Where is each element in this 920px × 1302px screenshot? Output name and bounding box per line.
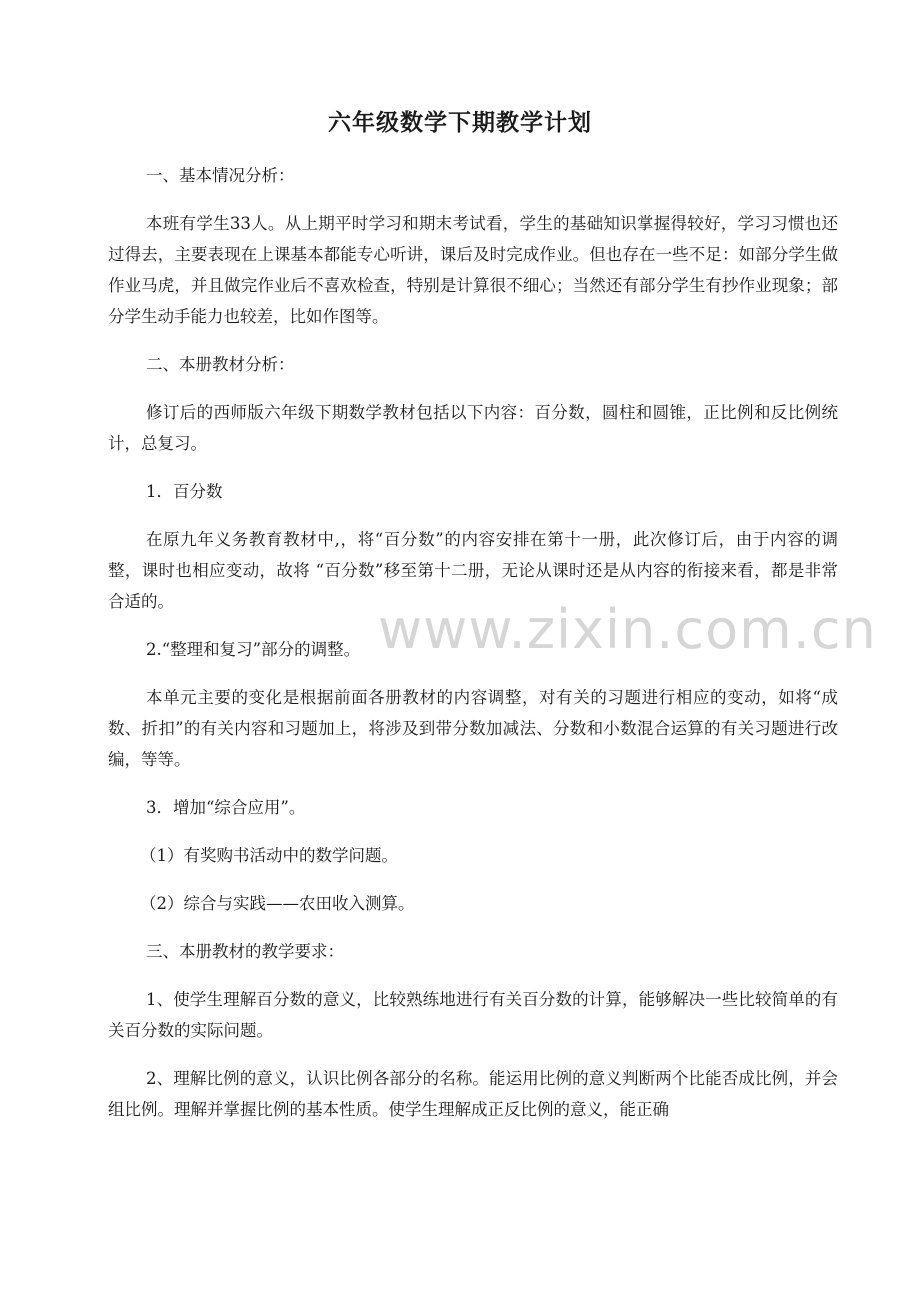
item-heading-comprehensive-application: 3．增加“综合应用”。 — [146, 798, 306, 817]
paragraph-class-situation: 本班有学生33人。从上期平时学习和期末考试看，学生的基础知识掌握得较好，学习习惯也还过得去，主要表现在上课基本都能专心听讲，课后及时完成作业。但也存在一些不足：如部分学生做作业马虎，并且做完作业后不喜欢检查，特别是计算很不细心；当然还有部分学生有抄作业现象；部分学生动手能力也较差，比如作图等。 — [108, 214, 838, 326]
watermark-text: www.zixin.com.cn — [378, 598, 877, 661]
item-heading-review-adjustment: 2.“整理和复习”部分的调整。 — [146, 640, 361, 659]
paragraph-requirement-2: 2、理解比例的意义，认识比例各部分的名称。能运用比例的意义判断两个比能否成比例，并会组比例。理解并掌握比例的基本性质。使学生理解成正反比例的意义，能正确 — [108, 1069, 838, 1119]
paragraph-review-adjustment: 本单元主要的变化是根据前面各册教材的内容调整，对有关的习题进行相应的变动，如将“成数、折扣”的有关内容和习题加上，将涉及到带分数加减法、分数和小数混合运算的有关习题进行改编，等等。 — [108, 688, 838, 769]
section-heading-basic-analysis: 一、基本情况分析： — [146, 166, 295, 185]
section-heading-textbook-analysis: 二、本册教材分析： — [146, 355, 295, 374]
document-title: 六年级数学下期教学计划 — [328, 110, 592, 136]
paragraph-percent-adjustment: 在原九年义务教育教材中,，将“百分数”的内容安排在第十一册，此次修订后，由于内容的调整，课时也相应变动，故将 “百分数”移至第十二册，无论从课时还是从内容的衔接来看，都是非常合适的。 — [108, 530, 838, 611]
section-heading-teaching-requirements: 三、本册教材的教学要求： — [146, 942, 344, 961]
item-heading-percent: 1．百分数 — [146, 482, 223, 501]
subitem-farmland-income: （2）综合与实践——农田收入测算。 — [140, 894, 415, 913]
paragraph-requirement-1: 1、使学生理解百分数的意义，比较熟练地进行有关百分数的计算，能够解决一些比较简单的有关百分数的实际问题。 — [108, 990, 838, 1040]
paragraph-textbook-contents: 修订后的西师版六年级下期数学教材包括以下内容：百分数，圆柱和圆锥，正比例和反比例统计，总复习。 — [108, 403, 838, 453]
document-body — [108, 160, 838, 1142]
subitem-book-purchase: （1）有奖购书活动中的数学问题。 — [140, 846, 398, 865]
